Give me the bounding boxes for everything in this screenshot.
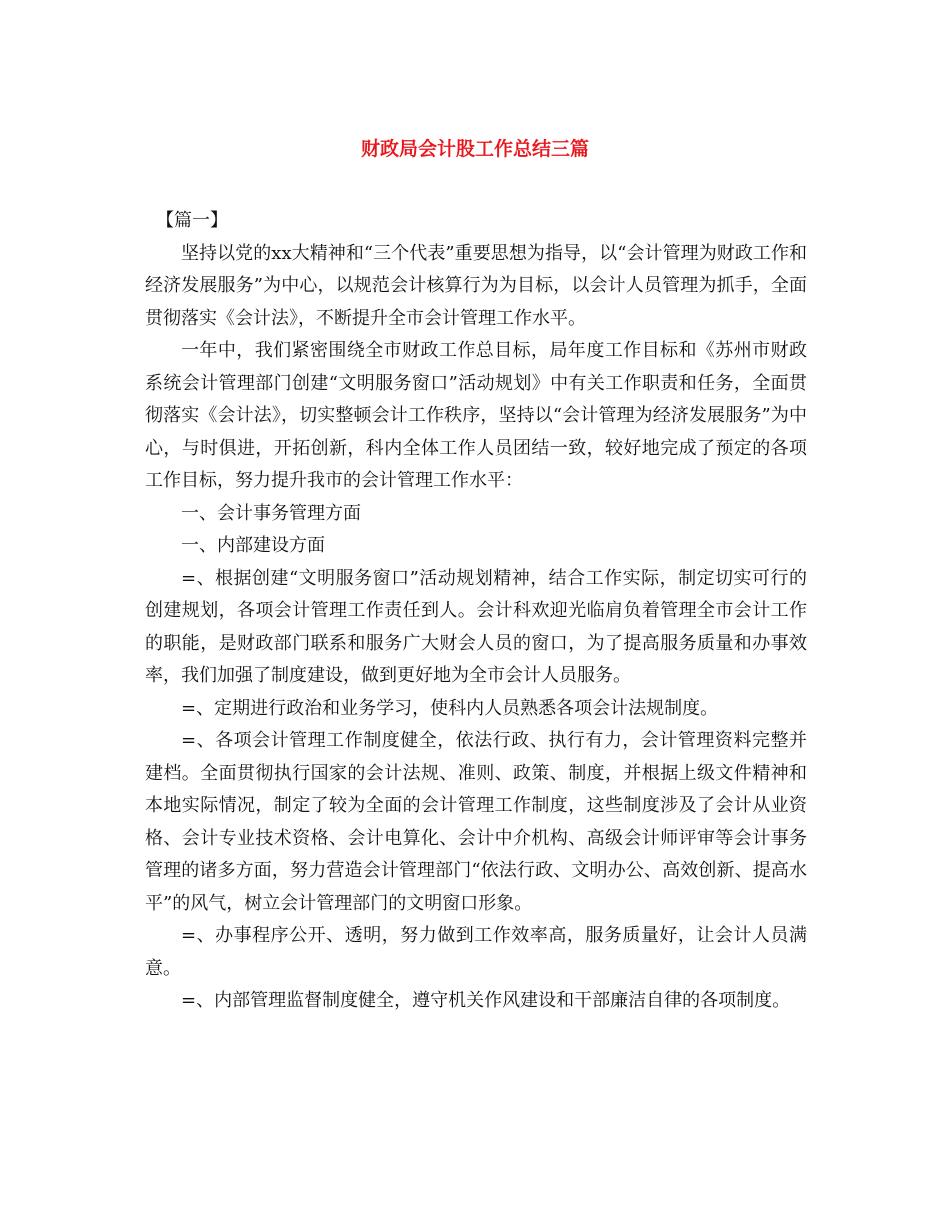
paragraph-item-study: =、定期进行政治和业务学习，使科内人员熟悉各项会计法规制度。 bbox=[181, 697, 719, 719]
section-label: 【篇一】 bbox=[156, 210, 228, 231]
paragraph-intro: 坚持以党的xx大精神和“三个代表”重要思想为指导，以“会计管理为财政工作和经济发展服务”为中心，以规范会计核算行为为目标，以会计人员管理为抓手，全面贯彻落实《会计法》，不断提升全市会计管理工作水平。 bbox=[145, 242, 807, 329]
paragraph-item-supervision: =、内部管理监督制度健全，遵守机关作风建设和干部廉洁自律的各项制度。 bbox=[181, 990, 791, 1011]
document-body bbox=[145, 205, 807, 1018]
document-title: 财政局会计股工作总结三篇 bbox=[360, 138, 589, 160]
paragraph-item-regulations: =、各项会计管理工作制度健全，依法行政、执行有力，会计管理资料完整并建档。全面贯彻执行国家的会计法规、准则、政策、制度，并根据上级文件精神和本地实际情况，制定了较为全面的会计管理工作制度，这些制度涉及了会计从业资格、会计专业技术资格、会计电算化、会计中介机构、高级会计师评审等会计事务管理的诸多方面，努力营造会计管理部门“依法行政、文明办公、高效创新、提高水平”的风气，树立会计管理部门的文明窗口形象。 bbox=[145, 730, 807, 914]
paragraph-item-planning: =、根据创建“文明服务窗口”活动规划精神，结合工作实际，制定切实可行的创建规划，各项会计管理工作责任到人。会计科欢迎光临肩负着管理全市会计工作的职能，是财政部门联系和服务广大财会人员的窗口，为了提高服务质量和办事效率，我们加强了制度建设，做到更好地为全市会计人员服务。 bbox=[145, 567, 807, 686]
heading-internal-construction: 一、内部建设方面 bbox=[181, 535, 325, 556]
heading-accounting-affairs: 一、会计事务管理方面 bbox=[181, 502, 361, 524]
paragraph-item-transparency: =、办事程序公开、透明，努力做到工作效率高，服务质量好，让会计人员满意。 bbox=[145, 925, 807, 979]
paragraph-year-summary: 一年中，我们紧密围绕全市财政工作总目标，局年度工作目标和《苏州市财政系统会计管理部门创建“文明服务窗口”活动规划》中有关工作职责和任务，全面贯彻落实《会计法》，切实整顿会计工作秩序，坚持以“会计管理为经济发展服务”为中心，与时俱进，开拓创新，科内全体工作人员团结一致，较好地完成了预定的各项工作目标，努力提升我市的会计管理工作水平： bbox=[145, 340, 807, 491]
